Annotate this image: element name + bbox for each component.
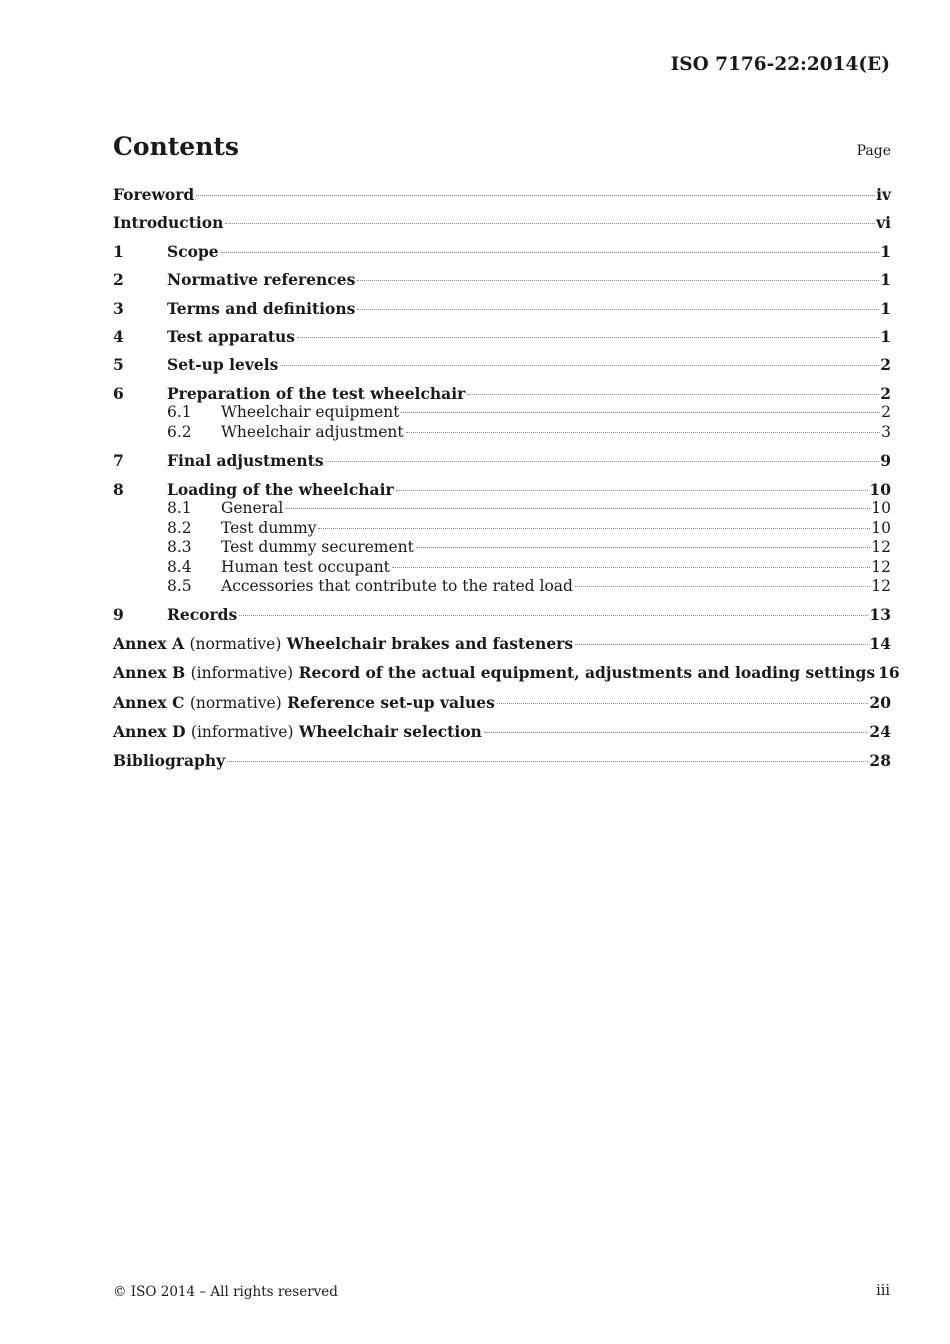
toc-entry-page: 2: [880, 383, 891, 403]
toc-entry-title-group: [221, 519, 316, 539]
toc-entry-number: 9: [113, 605, 124, 625]
dot-leader: [280, 365, 879, 366]
toc-entry[interactable]: [113, 519, 891, 539]
document-code: ISO 7176-22:2014(E): [670, 54, 890, 75]
toc-annex-label: Annex C: [113, 692, 185, 712]
toc-entry-title-group: [167, 270, 355, 290]
toc-entry-number: 5: [113, 355, 124, 375]
dot-leader: [497, 703, 869, 704]
dot-leader: [318, 528, 870, 529]
toc-entry-number: 7: [113, 451, 124, 471]
toc-entry-page: 12: [871, 538, 891, 557]
toc-entry[interactable]: [113, 384, 891, 404]
toc-entry-title-group: [167, 451, 324, 471]
toc-entry-page: 10: [869, 479, 891, 499]
toc-entry[interactable]: [113, 423, 891, 443]
dot-leader: [396, 490, 869, 491]
toc-entry-title: Bibliography: [113, 751, 226, 771]
toc-entry-page: 20: [869, 692, 891, 712]
toc-entry-page: 12: [871, 557, 891, 576]
toc-entry-title: Preparation of the test wheelchair: [167, 383, 466, 403]
toc-entry[interactable]: [113, 270, 891, 290]
toc-entry[interactable]: [113, 451, 891, 471]
dot-leader: [467, 394, 879, 395]
toc-entry-title-group: [167, 480, 394, 500]
toc-entry-number: 8.3: [167, 538, 192, 557]
dot-leader: [575, 644, 868, 645]
toc-entry[interactable]: [113, 577, 891, 597]
toc-entry-title: Human test occupant: [221, 557, 390, 576]
toc-entry[interactable]: [113, 663, 900, 684]
toc-entry-title: Loading of the wheelchair: [167, 479, 394, 499]
toc-entry-page: vi: [876, 213, 891, 233]
toc-entry-page: 14: [869, 633, 891, 653]
toc-entry-title: Records: [167, 605, 238, 625]
dot-leader: [285, 508, 870, 509]
toc-entry-title-group: [113, 693, 495, 714]
toc-entry-title-group: [113, 185, 194, 205]
toc-entry-title: Wheelchair selection: [298, 721, 482, 741]
toc-annex-label: Annex D: [113, 721, 186, 741]
dot-leader: [326, 461, 880, 462]
toc-entry-title: Accessories that contribute to the rated load: [221, 577, 573, 596]
dot-leader: [221, 252, 880, 253]
dot-leader: [401, 412, 880, 413]
toc-entry-page: 1: [880, 270, 891, 290]
toc-entry-title-group: [167, 605, 237, 625]
toc-entry[interactable]: [113, 558, 891, 578]
toc-entry-title: Record of the actual equipment, adjustments and loading settings: [298, 663, 876, 683]
toc-entry[interactable]: [113, 355, 891, 375]
toc-annex-label: Annex A: [113, 633, 185, 653]
toc-entry[interactable]: [113, 480, 891, 500]
toc-annex-qualifier: (informative): [190, 664, 294, 683]
toc-entry-number: 8: [113, 479, 124, 499]
dot-leader: [196, 195, 875, 196]
dot-leader: [484, 732, 869, 733]
toc-entry-page: iv: [876, 185, 891, 204]
toc-entry-title-group: [113, 663, 875, 684]
toc-entry-title: Reference set-up values: [287, 692, 495, 712]
toc-entry[interactable]: [113, 693, 891, 714]
toc-entry-page: 16: [878, 663, 900, 683]
toc-entry-title-group: [167, 327, 295, 347]
dot-leader: [357, 280, 879, 281]
dot-leader: [227, 761, 868, 762]
toc-entry-title-group: [113, 751, 225, 771]
toc-entry-number: 8.5: [167, 577, 192, 596]
toc-entry-page: 2: [881, 403, 891, 422]
toc-entry[interactable]: [113, 605, 891, 625]
toc-entry[interactable]: [113, 538, 891, 558]
toc-entry-page: 12: [871, 577, 891, 596]
dot-leader: [225, 223, 875, 224]
toc-entry-number: 4: [113, 326, 124, 346]
dot-leader: [297, 337, 879, 338]
dot-leader: [406, 432, 880, 433]
toc-entry-title-group: [113, 722, 482, 743]
toc-entry-title-group: [221, 577, 573, 597]
toc-entry-page: 28: [869, 751, 891, 771]
toc-entry-page: 3: [881, 422, 891, 441]
toc-entry-title-group: [113, 634, 573, 655]
toc-entry-title: Foreword: [113, 185, 195, 204]
toc-entry[interactable]: [113, 213, 891, 233]
toc-entry-title-group: [221, 558, 390, 578]
toc-entry-title-group: [167, 384, 465, 404]
toc-entry-title: General: [221, 499, 284, 518]
toc-annex-label: Annex B: [113, 663, 186, 683]
toc-entry-title: Wheelchair brakes and fasteners: [286, 633, 574, 653]
toc-entry-title-group: [167, 299, 355, 319]
page-number: iii: [876, 1283, 890, 1299]
toc-entry-title: Test dummy securement: [221, 538, 414, 557]
page-title: Contents: [113, 132, 240, 161]
toc-entry-number: 6: [113, 383, 124, 403]
toc-entry-page: 1: [880, 298, 891, 318]
toc-entry[interactable]: [113, 185, 891, 205]
toc-entry[interactable]: [113, 634, 891, 655]
toc-entry-number: 1: [113, 241, 124, 261]
toc-entry-title-group: [221, 403, 399, 423]
toc-entry-title: Test apparatus: [167, 326, 296, 346]
page-column-label: Page: [856, 143, 891, 159]
toc-entry-title-group: [113, 213, 223, 233]
toc-entry-title: Wheelchair adjustment: [221, 422, 404, 441]
toc-entry-title: Terms and definitions: [167, 298, 356, 318]
toc-entry-page: 24: [869, 721, 891, 741]
toc-entry-title: Introduction: [113, 213, 224, 233]
toc-entry-page: 13: [869, 605, 891, 625]
toc-entry-page: 1: [880, 326, 891, 346]
copyright-notice: © ISO 2014 – All rights reserved: [113, 1284, 338, 1300]
toc-entry[interactable]: [113, 499, 891, 519]
dot-leader: [239, 615, 868, 616]
toc-entry-title: Set-up levels: [167, 355, 279, 375]
toc-entry-page: 1: [880, 241, 891, 261]
toc-entry-title-group: [221, 423, 404, 443]
toc-entry-title: Normative references: [167, 270, 356, 290]
toc-annex-qualifier: (informative): [190, 722, 294, 741]
dot-leader: [357, 309, 879, 310]
toc-entry-page: 10: [871, 518, 891, 537]
toc-annex-qualifier: (normative): [189, 693, 282, 712]
table-of-contents: [113, 185, 900, 771]
toc-entry-page: 9: [880, 451, 891, 471]
dot-leader: [416, 547, 870, 548]
toc-entry-number: 6.2: [167, 422, 192, 441]
dot-leader: [575, 586, 870, 587]
toc-entry-title-group: [221, 538, 414, 558]
toc-entry-page: 2: [880, 355, 891, 375]
toc-entry-title: Scope: [167, 241, 219, 261]
toc-entry[interactable]: [113, 299, 891, 319]
toc-entry-title: Test dummy: [221, 518, 317, 537]
toc-entry-number: 8.4: [167, 557, 192, 576]
toc-entry-number: 8.1: [167, 499, 192, 518]
dot-leader: [392, 567, 870, 568]
toc-entry-number: 2: [113, 270, 124, 290]
toc-entry-page: 10: [871, 499, 891, 518]
toc-entry[interactable]: [113, 403, 891, 423]
toc-entry[interactable]: [113, 242, 891, 262]
toc-entry-title-group: [167, 355, 278, 375]
toc-entry-number: 8.2: [167, 518, 192, 537]
toc-entry[interactable]: [113, 751, 891, 771]
toc-entry[interactable]: [113, 722, 891, 743]
toc-entry-number: 6.1: [167, 403, 192, 422]
toc-entry-title-group: [221, 499, 283, 519]
toc-entry-title: Final adjustments: [167, 451, 324, 471]
toc-entry-title-group: [167, 242, 219, 262]
toc-annex-qualifier: (normative): [189, 634, 282, 653]
toc-entry[interactable]: [113, 327, 891, 347]
toc-entry-number: 3: [113, 298, 124, 318]
toc-entry-title: Wheelchair equipment: [221, 403, 400, 422]
